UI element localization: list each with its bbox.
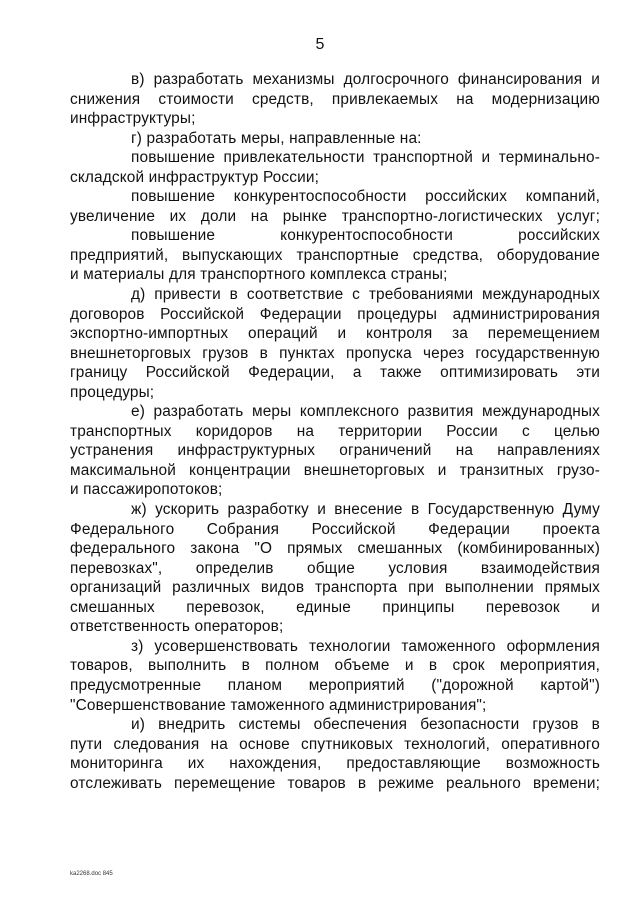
text-line: и пассажиропотоков; — [70, 481, 223, 499]
text-line: ж) ускорить разработку и внесение в Государственную Думу — [131, 501, 600, 519]
text-line: "Совершенствование таможенного администрирования"; — [70, 696, 487, 714]
document-body — [70, 70, 600, 793]
text-line: смешанных перевозок, единые принципы перевозок и — [70, 598, 600, 616]
text-line: договоров Российской Федерации процедуры администрирования — [70, 305, 600, 323]
text-line: складской инфраструктур России; — [70, 168, 320, 186]
text-line: ответственность операторов; — [70, 618, 284, 636]
text-line: устранения инфраструктурных ограничений на направлениях — [70, 442, 600, 460]
text-line: пути следования на основе спутниковых технологий, оперативного — [70, 735, 600, 753]
text-line: предусмотренные планом мероприятий ("дорожной картой") — [70, 676, 600, 694]
text-line: внешнеторговых грузов в пунктах пропуска через государственную — [70, 344, 600, 362]
text-line: транспортных коридоров на территории России с целью — [70, 422, 600, 440]
text-line: е) разработать меры комплексного развития международных — [131, 403, 600, 421]
text-line: организаций различных видов транспорта при выполнении прямых — [70, 579, 600, 597]
text-line: мониторинга их нахождения, предоставляющие возможность — [70, 755, 600, 773]
page-number: 5 — [315, 36, 325, 53]
text-line: г) разработать меры, направленные на: — [131, 129, 422, 147]
text-line: товаров, выполнить в полном объеме и в срок мероприятия, — [70, 657, 600, 675]
text-line: з) усовершенствовать технологии таможенного оформления — [131, 637, 600, 655]
text-line: в) разработать механизмы долгосрочного финансирования и — [131, 71, 600, 88]
text-line: д) привести в соответствие с требованиями международных — [131, 286, 600, 304]
text-line: процедуры; — [70, 383, 155, 401]
text-line: отслеживать перемещение товаров в режиме реального времени; — [70, 774, 600, 792]
text-line: повышение привлекательности транспортной и терминально- — [131, 149, 600, 167]
text-line: Федерального Собрания Российской Федерации проекта — [70, 520, 600, 538]
text-line: и материалы для транспортного комплекса страны; — [70, 266, 448, 284]
text-line: границу Российской Федерации, а также оптимизировать эти — [70, 364, 600, 382]
text-line: перевозках", определив общие условия взаимодействия — [70, 559, 600, 577]
text-line: снижения стоимости средств, привлекаемых на модернизацию — [70, 90, 600, 108]
footer-filename: ka2268.doc 845 — [70, 871, 113, 877]
text-line: предприятий, выпускающих транспортные средства, оборудование — [70, 246, 600, 264]
text-line: повышение конкурентоспособности российских — [131, 227, 600, 245]
text-line: максимальной концентрации внешнеторговых и транзитных грузо- — [70, 461, 600, 479]
text-line: инфраструктуры; — [70, 110, 196, 128]
text-line: увеличение их доли на рынке транспортно-логистических услуг; — [70, 207, 600, 225]
text-line: повышение конкурентоспособности российских компаний, — [131, 188, 600, 206]
text-line: федерального закона "О прямых смешанных (комбинированных) — [70, 540, 600, 558]
text-line: и) внедрить системы обеспечения безопасности грузов в — [131, 716, 600, 734]
text-line: экспортно-импортных операций и контроля за перемещением — [70, 325, 600, 343]
